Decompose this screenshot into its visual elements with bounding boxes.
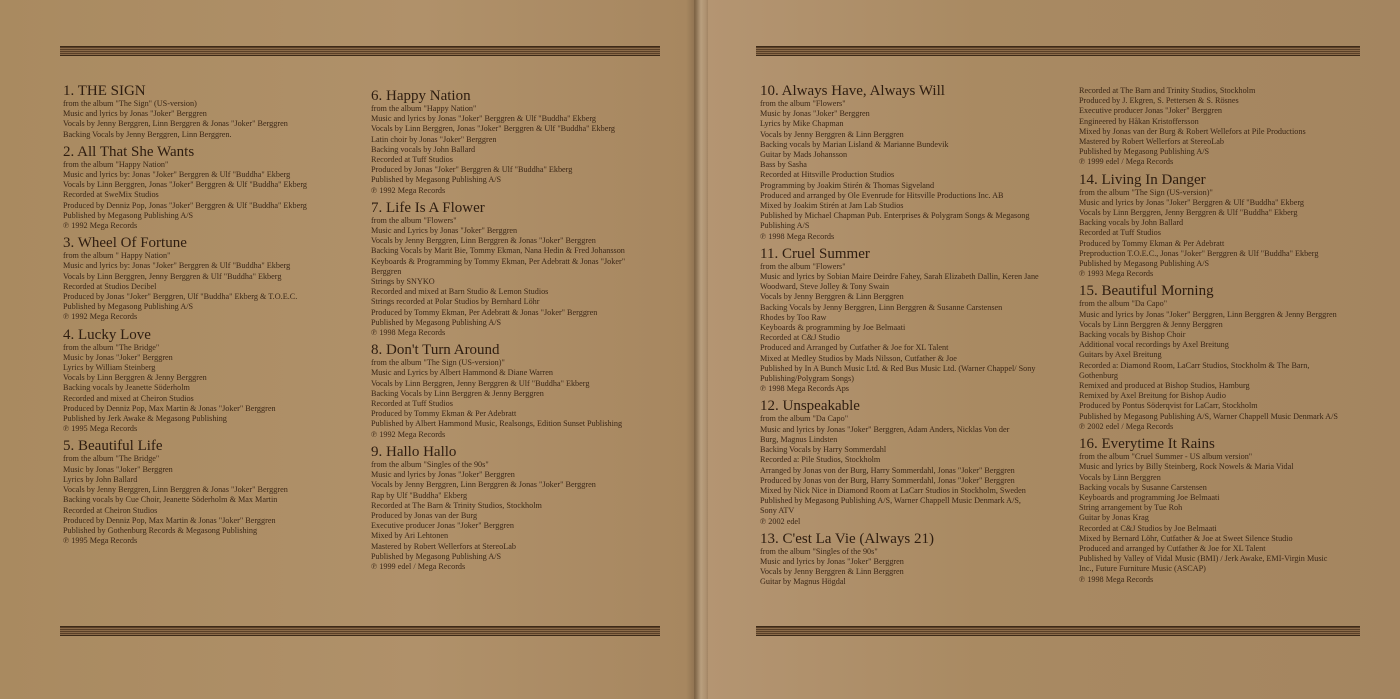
credit-line: Vocals by Jenny Berggren & Linn Berggren [760,567,904,577]
credit-line: Lyrics by William Steinberg [63,363,156,373]
credit-line: Gothenburg [1079,370,1118,380]
credit-line: Vocals by Jenny Berggren & Linn Berggren [760,129,904,139]
credit-line: from the album "Da Capo" [1079,299,1168,309]
bottom-rule [756,626,1360,636]
credit-line: Recorded and mixed at Cheiron Studios [63,393,194,403]
credit-line: Music by Jonas "Joker" Berggren [63,352,173,362]
credit-line: Lyrics by Mike Chapman [760,119,844,129]
credit-line: ℗ 2002 edel / Mega Records [1079,421,1174,431]
credit-line: ℗ 1998 Mega Records [1079,574,1154,584]
track-credits [760,531,1075,588]
credit-line: Recorded at Tuff Studios [1079,228,1161,238]
credit-line: Backing vocals by John Ballard [371,144,476,154]
credit-line: Backing vocals by Jeanette Söderholm [63,383,190,393]
track-title: 1. THE SIGN [63,83,146,99]
credit-line: Recorded a: Diamond Room, LaCarr Studios, Stockholm & The Barn, [1079,360,1310,370]
credit-line: from the album "Happy Nation" [63,159,169,169]
credit-line: Published by Megasong Publishing A/S, Warner Chappell Music Denmark A/S, [760,496,1021,506]
credit-line: Backing vocals by Susanne Carstensen [1079,482,1207,492]
credit-line: Bass by Sasha [760,160,807,170]
credit-line: Backing vocals by Marian Lisland & Marianne Bundevik [760,139,949,149]
credit-line: ℗ 1993 Mega Records [1079,269,1154,279]
credit-line: ℗ 1992 Mega Records [371,429,446,439]
credit-line: Published by Gothenburg Records & Megasong Publishing [63,525,258,535]
credit-line: Preproduction T.O.E.C., Jonas "Joker" Berggren & Ulf "Buddha" Ekberg [1079,248,1319,258]
credit-line: Backing vocals by John Ballard [1079,218,1184,228]
credit-line: Published by Megasong Publishing A/S [1079,147,1210,157]
column-2 [371,88,671,576]
credit-line: Keyboards & programming by Joe Belmaati [760,323,906,333]
credit-line: Guitars by Axel Breitung [1079,350,1162,360]
credit-line: Published by Megasong Publishing A/S [371,175,502,185]
credit-line: Backing Vocals by Jenny Berggren, Linn Berggren. [63,129,232,139]
credit-line: Backing Vocals by Jenny Berggren, Linn Berggren & Susanne Carstensen [760,302,1003,312]
credit-line: Vocals by Linn Berggren, Jonas "Joker" Berggren & Ulf "Buddha" Ekberg [63,180,308,190]
credit-line: Inc., Future Furniture Music (ASCAP) [1079,564,1206,574]
credit-line: Berggren [371,266,402,276]
credit-line: Rhodes by Too Raw [760,312,827,322]
credit-line: Published by Megasong Publishing A/S [63,210,194,220]
track-title: 10. Always Have, Always Will [760,83,945,99]
credit-line: Backing vocals by Bishop Choir [1079,330,1186,340]
right-page [700,0,1400,699]
credit-line: Music and lyrics by Jonas "Joker" Berggren, Adam Anders, Nicklas Von der [760,424,1010,434]
credit-line: from the album "The Bridge" [63,454,160,464]
credit-line: Vocals by Linn Berggren, Jenny Berggren & Ulf "Buddha" Ekberg [63,271,282,281]
track-credits [63,327,363,435]
credit-line: ℗ 2002 edel [760,516,801,526]
credit-line: Keyboards & Programming by Tommy Ekman, Per Adebratt & Jonas "Joker" [371,256,626,266]
credit-line: ℗ 1992 Mega Records [63,312,138,322]
credit-line: Mixed at Medley Studios by Mads Nilsson, Cutfather & Joe [760,353,957,363]
credit-line: Mixed by Joakim Stirén at Jam Lab Studios [760,201,904,211]
credit-line: Latin choir by Jonas "Joker" Berggren [371,134,497,144]
top-rule [756,46,1360,56]
credit-line: Arranged by Jonas von der Burg, Harry Sommerdahl, Jonas "Joker" Berggren [760,465,1015,475]
credit-line: Burg, Magnus Lindsten [760,434,838,444]
track-title: 16. Everytime It Rains [1079,436,1215,453]
credit-line: Music and Lyrics by Jonas "Joker" Berggren [371,226,518,236]
credit-line: Music and lyrics by Jonas "Joker" Berggren [63,109,207,119]
credit-line: Mixed by Jonas van der Burg & Robert Wellefors at Pile Productions [1079,126,1306,136]
credit-line: Backing Vocals by Harry Sommerdahl [760,445,887,455]
credit-line: Published by Albert Hammond Music, Realsongs, Edition Sunset Publishing [371,419,623,429]
credit-line: ℗ 1998 Mega Records [760,231,835,241]
credit-line: from the album "Flowers" [760,99,846,108]
credit-line: Vocals by Jenny Berggren, Linn Berggren & Jonas "Joker" Berggren [63,485,288,495]
track-credits [63,235,363,322]
credit-line: Vocals by Jenny Berggren, Linn Berggren & Jonas "Joker" Berggren [63,119,288,129]
credit-line: Publishing/Polygram Songs) [760,374,854,384]
credit-line: Produced by Jonas van der Burg [371,510,478,520]
credit-line: Published by Megasong Publishing A/S [371,551,502,561]
credit-line: from the album " Happy Nation" [63,251,171,261]
credit-line: from the album "Da Capo" [760,414,849,424]
credit-line: Music and lyrics by Jonas "Joker" Berggren & Ulf "Buddha" Ekberg [371,114,596,124]
credit-line: Guitar by Magnus Högdal [760,577,846,587]
credit-line: Guitar by Jonas Krag [1079,513,1149,523]
credit-line: ℗ 1999 edel / Mega Records [1079,157,1174,167]
track-title: 9. Hallo Hallo [371,443,457,460]
track-credits [1079,172,1379,280]
credit-line: Produced by Pontus Söderqvist for LaCarr, Stockholm [1079,401,1258,411]
credit-line: Produced and Arranged by Cutfather & Joe for XL Talent [760,343,949,353]
credit-line: Music and lyrics by: Jonas "Joker" Berggren & Ulf "Buddha" Ekberg [63,170,291,180]
credit-line: Music by Jonas "Joker" Berggren [63,464,173,474]
credit-line: Recorded at The Barn and Trinity Studios, Stockholm [1079,86,1256,95]
credit-line: Published by Megasong Publishing A/S, Warner Chappell Music Denmark A/S [1079,411,1338,421]
credit-line: Music and Lyrics by Albert Hammond & Diane Warren [371,368,554,378]
track-title: 15. Beautiful Morning [1079,283,1214,300]
credit-line: Woodward, Steve Jolley & Tony Swain [760,282,890,292]
credit-line: Executive producer Jonas "Joker" Berggren [371,521,514,531]
track-title: 13. C'est La Vie (Always 21) [760,530,934,547]
track-credits [760,398,1075,526]
track-credits [1079,86,1379,168]
credit-line: Recorded at Cheiron Studios [63,505,158,515]
column-3 [760,83,1075,592]
credit-line: Produced and arranged by Ole Evenrude for Hitsville Productions Inc. AB [760,190,1004,200]
track-credits [371,200,671,338]
credit-line: Remixed by Axel Breitung for Bishop Audio [1079,391,1226,401]
bottom-rule [60,626,660,636]
credit-line: Strings recorded at Polar Studios by Bernhard Löhr [371,297,540,307]
credit-line: Vocals by Linn Berggren & Jenny Berggren [1079,319,1223,329]
credit-line: from the album "The Sign (US-version)" [371,358,505,368]
credit-line: Published by Megasong Publishing A/S [63,302,194,312]
credit-line: ℗ 1999 edel / Mega Records [371,561,466,571]
credit-line: Produced by Denniz Pop, Max Martin & Jonas "Joker" Berggren [63,403,276,413]
credit-line: Backing Vocals by Linn Berggren & Jenny Berggren [371,388,544,398]
credit-line: Rap by Ulf "Buddha" Ekberg [371,490,468,500]
credit-line: Published by Michael Chapman Pub. Enterprises & Polygram Songs & Megasong [760,211,1030,221]
credit-line: Published by Megasong Publishing A/S [371,317,502,327]
column-4 [1079,86,1379,589]
credit-line: Keyboards and programming Joe Belmaati [1079,492,1220,502]
track-credits [63,83,363,140]
credit-line: from the album "The Sign" (US-version) [63,99,197,108]
credit-line: Lyrics by John Ballard [63,474,138,484]
track-title: 4. Lucky Love [63,326,151,343]
credit-line: Remixed and produced at Bishop Studios, Hamburg [1079,381,1250,391]
credit-line: Published by Jerk Awake & Megasong Publishing [63,414,227,424]
track-title: 8. Don't Turn Around [371,342,500,359]
credit-line: Mastered by Robert Wellerfors at StereoLab [1079,137,1224,147]
credit-line: ℗ 1995 Mega Records [63,536,138,546]
credit-line: Music and lyrics by Billy Steinberg, Rock Nowels & Maria Vidal [1079,462,1294,472]
credit-line: Mixed by Bernard Löhr, Cutfather & Joe at Sweet Silence Studio [1079,533,1293,543]
credit-line: Produced by Tommy Ekman & Per Adebratt [371,409,517,419]
credit-line: Recorded a: Pile Studios, Stockholm [760,455,881,465]
credit-line: Produced by Denniz Pop, Jonas "Joker" Berggren & Ulf "Buddha" Ekberg [63,200,307,210]
credit-line: from the album "Singles of the 90s" [760,546,878,556]
credit-line: Music and lyrics by Jonas "Joker" Berggren [371,470,515,480]
credit-line: Produced by Tommy Ekman & Per Adebratt [1079,238,1225,248]
track-credits [63,144,363,231]
track-credits [371,342,671,440]
credit-line: Produced by J. Ekgren, S. Pettersen & S. Rösnes [1079,96,1239,106]
credit-line: ℗ 1998 Mega Records [371,328,446,338]
credit-line: Vocals by Linn Berggren, Jonas "Joker" Berggren & Ulf "Buddha" Ekberg [371,124,616,134]
credit-line: Vocals by Linn Berggren [1079,472,1161,482]
credit-line: Backing vocals by Cue Choir, Jeanette Söderholm & Max Martin [63,495,278,505]
credit-line: Additional vocal recordings by Axel Breitung [1079,340,1229,350]
track-title: 12. Unspeakable [760,398,860,415]
credit-line: Executive producer Jonas "Joker" Berggren [1079,106,1222,116]
track-credits [371,444,671,572]
credit-line: ℗ 1992 Mega Records [63,221,138,231]
credit-line: Produced and arranged by Cutfather & Joe for XL Talent [1079,543,1266,553]
credit-line: Recorded at Tuff Studios [371,155,453,165]
credit-line: Music and lyrics by Jonas "Joker" Berggren, Linn Berggren & Jenny Berggren [1079,309,1337,319]
credit-line: Sony ATV [760,506,795,516]
column-1 [63,83,363,550]
credit-line: Recorded at The Barn & Trinity Studios, Stockholm [371,500,542,510]
credit-line: Music and lyrics by: Jonas "Joker" Berggren & Ulf "Buddha" Ekberg [63,261,291,271]
credit-line: Mixed by Ari Lehtonen [371,531,449,541]
credit-line: Guitar by Mads Johansson [760,150,848,160]
credit-line: ℗ 1992 Mega Records [371,185,446,195]
credit-line: String arrangement by Tue Roh [1079,503,1183,513]
credit-line: Vocals by Jenny Berggren & Linn Berggren [760,292,904,302]
track-title: 2. All That She Wants [63,143,195,160]
credit-line: Recorded at C&J Studios by Joe Belmaati [1079,523,1217,533]
track-title: 5. Beautiful Life [63,438,163,455]
credit-line: Publishing A/S [760,221,810,231]
top-rule [60,46,660,56]
credit-line: from the album "Flowers" [760,261,846,271]
credit-line: Music by Jonas "Joker" Berggren [760,109,870,119]
credit-line: Music and lyrics by Sobian Maire Deirdre Fahey, Sarah Elizabeth Dallin, Keren Jane [760,272,1039,282]
credit-line: Published by Valley of Vidal Music (BMI) / Jerk Awake, EMI-Virgin Music [1079,554,1328,564]
credit-line: Produced by Denniz Pop, Max Martin & Jonas "Joker" Berggren [63,515,276,525]
credit-line: Programming by Joakim Stirén & Thomas Sigveland [760,180,935,190]
credit-line: from the album "Singles of the 90s" [371,459,489,469]
track-credits [371,88,671,196]
credit-line: ℗ 1995 Mega Records [63,424,138,434]
credit-line: Recorded at Tuff Studios [371,399,453,409]
track-title: 11. Cruel Summer [760,245,870,262]
credit-line: Mixed by Nick Nice in Diamond Room at LaCarr Studios in Stockholm, Sweden [760,485,1026,495]
track-credits [1079,283,1379,432]
track-credits [1079,436,1379,585]
credit-line: Published by In A Bunch Music Ltd. & Red Bus Music Ltd. (Warner Chappel/ Sony [760,363,1036,373]
credit-line: from the album "Flowers" [371,215,457,225]
credit-line: Vocals by Jenny Berggren, Linn Berggren & Jonas "Joker" Berggren [371,480,596,490]
credit-line: Produced by Jonas "Joker" Berggren, Ulf "Buddha" Ekberg & T.O.E.C. [63,292,298,302]
credit-line: ℗ 1998 Mega Records Aps [760,384,849,394]
credit-line: Produced by Jonas von der Burg, Harry Sommerdahl, Jonas "Joker" Berggren [760,475,1015,485]
credit-line: from the album "Cruel Summer - US album version" [1079,452,1253,462]
credit-line: Recorded and mixed at Barn Studio & Lemon Studios [371,287,549,297]
credit-line: from the album "Happy Nation" [371,104,477,113]
credit-line: Produced by Tommy Ekman, Per Adebratt & Jonas "Joker" Berggren [371,307,598,317]
credit-line: Mastered by Robert Wellerfors at StereoLab [371,541,516,551]
credit-line: Vocals by Linn Berggren, Jenny Berggren & Ulf "Buddha" Ekberg [1079,208,1298,218]
track-credits [760,83,1075,242]
credit-line: Recorded at Studios Decibel [63,281,157,291]
credit-line: Music and lyrics by Jonas "Joker" Berggren [760,556,904,566]
track-title: 3. Wheel Of Fortune [63,235,187,252]
credit-line: Produced by Jonas "Joker" Berggren & Ulf "Buddha" Ekberg [371,165,573,175]
track-title: 14. Living In Danger [1079,171,1206,188]
credit-line: Recorded at C&J Studio [760,333,840,343]
track-credits [760,246,1075,395]
credit-line: Vocals by Linn Berggren, Jenny Berggren & Ulf "Buddha" Ekberg [371,378,590,388]
track-credits [63,438,363,546]
credit-line: Backing Vocals by Marit Bie, Tommy Ekman, Nana Hedin & Fred Johansson [371,246,625,256]
credit-line: Strings by SNYKO [371,277,435,287]
credit-line: Recorded at SweMix Studios [63,190,159,200]
credit-line: Engineered by Håkan Kristoffersson [1079,116,1199,126]
credit-line: Recorded at Hitsville Production Studios [760,170,895,180]
credit-line: from the album "The Bridge" [63,342,160,352]
credit-line: Vocals by Jenny Berggren, Linn Berggren & Jonas "Joker" Berggren [371,236,596,246]
credit-line: Vocals by Linn Berggren & Jenny Berggren [63,373,207,383]
credit-line: from the album "The Sign (US-version)" [1079,187,1213,197]
credit-line: Music and lyrics by Jonas "Joker" Berggren & Ulf "Buddha" Ekberg [1079,197,1304,207]
track-title: 7. Life Is A Flower [371,199,485,216]
credit-line: Published by Megasong Publishing A/S [1079,259,1210,269]
track-title: 6. Happy Nation [371,88,471,104]
